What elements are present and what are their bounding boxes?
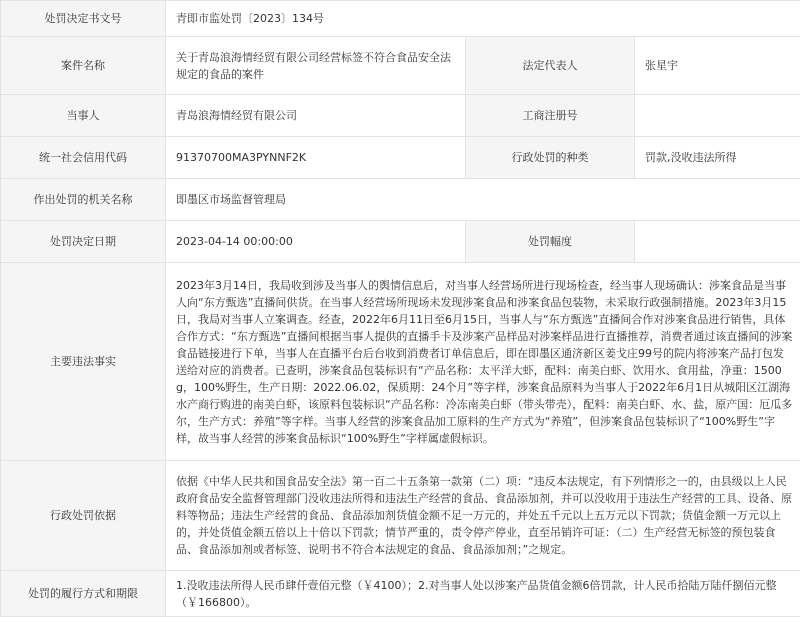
- execution-value: 1.没收违法所得人民币肆仟壹佰元整（￥4100）；2.对当事人处以涉案产品货值金额6倍罚款，计人民币拾陆万陆仟捌佰元整（￥166800）。: [166, 571, 800, 617]
- authority-label: 作出处罚的机关名称: [1, 179, 166, 221]
- row-party: [1, 95, 800, 137]
- basis-value: 依据《中华人民共和国食品安全法》第一百二十五条第一款第（二）项：“违反本法规定，有下列情形之一的，由县级以上人民政府食品安全监督管理部门没收违法所得和违法生产经营的食品、食品添加剂，并可以没收用于违法生产经营的工具、设备、原料等物品；违法生产经营的食品、食品添加剂货值金额不足一万元的，并处五千元以上五万元以下罚款；货值金额一万元以上的，并处货值金额五倍以上十倍以下罚款；情节严重的，责令停产停业，直至吊销许可证：（二）生产经营无标签的预包装食品、食品添加剂或者标签、说明书不符合本法规定的食品、食品添加剂；”之规定。: [166, 461, 800, 571]
- row-execution: [1, 571, 800, 617]
- party-value: 青岛浪海情经贸有限公司: [166, 95, 466, 137]
- decision-no-label: 处罚决定书文号: [1, 1, 166, 37]
- party-label: 当事人: [1, 95, 166, 137]
- facts-value: 2023年3月14日，我局收到涉及当事人的舆情信息后，对当事人经营场所进行现场检查，经当事人现场确认：涉案食品是当事人向“东方甄选”直播间供货。在当事人经营场所现场未发现涉案食品和涉案食品包装物，未采取行政强制措施。2023年3月15日，我局对当事人立案调查。经查，2022年6月11日至6月15日，当事人与“东方甄选”直播间合作对涉案食品进行销售，具体合作方式：“东方甄选”直播间根据当事人提供的直播手卡及涉案产品样品对涉案样品进行直播推荐，消费者通过该直播间的涉案食品链接进行下单，当事人在直播平台后台收到消费者订单信息后，即在即墨区通济新区姜戈庄99号的院内将涉案产品打包发送给对应的消费者。已查明，涉案食品包装标识有“产品名称：太平洋大虾，配料：南美白虾、饮用水、食用盐，净重：1500g，100%野生，生产日期：2022.06.02，保质期：24个月”等字样，涉案食品原料为当事人于2022年6月1日从城阳区江湖海水产商行购进的南美白虾，该原料包装标识“产品名称：冷冻南美白虾（带头带壳），配料：南美白虾、水、盐，原产国：厄瓜多尔，生产方式：养殖”等字样。当事人经营的涉案食品加工原料的生产方式为“养殖”，但涉案食品包装标识了“100%野生”字样，故当事人经营的涉案食品标识“100%野生”字样属虚假标识。: [166, 263, 800, 461]
- decision-date-label: 处罚决定日期: [1, 221, 166, 263]
- execution-label: 处罚的履行方式和期限: [1, 571, 166, 617]
- row-basis: [1, 461, 800, 571]
- penalty-range-label: 处罚幅度: [466, 221, 635, 263]
- business-reg-no-label: 工商注册号: [466, 95, 635, 137]
- row-decision-date: [1, 221, 800, 263]
- penalty-type-label: 行政处罚的种类: [466, 137, 635, 179]
- basis-label: 行政处罚依据: [1, 461, 166, 571]
- decision-no-value: 青即市监处罚〔2023〕134号: [166, 1, 800, 37]
- legal-rep-label: 法定代表人: [466, 37, 635, 95]
- credit-code-label: 统一社会信用代码: [1, 137, 166, 179]
- penalty-range-value: [635, 221, 800, 263]
- business-reg-no-value: [635, 95, 800, 137]
- case-name-label: 案件名称: [1, 37, 166, 95]
- row-case-name: [1, 37, 800, 95]
- decision-date-value: 2023-04-14 00:00:00: [166, 221, 466, 263]
- credit-code-value: 91370700MA3PYNNF2K: [166, 137, 466, 179]
- case-name-value: 关于青岛浪海情经贸有限公司经营标签不符合食品安全法规定的食品的案件: [166, 37, 466, 95]
- row-facts: [1, 263, 800, 461]
- legal-rep-value: 张星宇: [635, 37, 800, 95]
- penalty-type-value: 罚款,没收违法所得: [635, 137, 800, 179]
- facts-label: 主要违法事实: [1, 263, 166, 461]
- authority-value: 即墨区市场监督管理局: [166, 179, 800, 221]
- row-decision-no: [1, 1, 800, 37]
- row-authority: [1, 179, 800, 221]
- row-credit-code: [1, 137, 800, 179]
